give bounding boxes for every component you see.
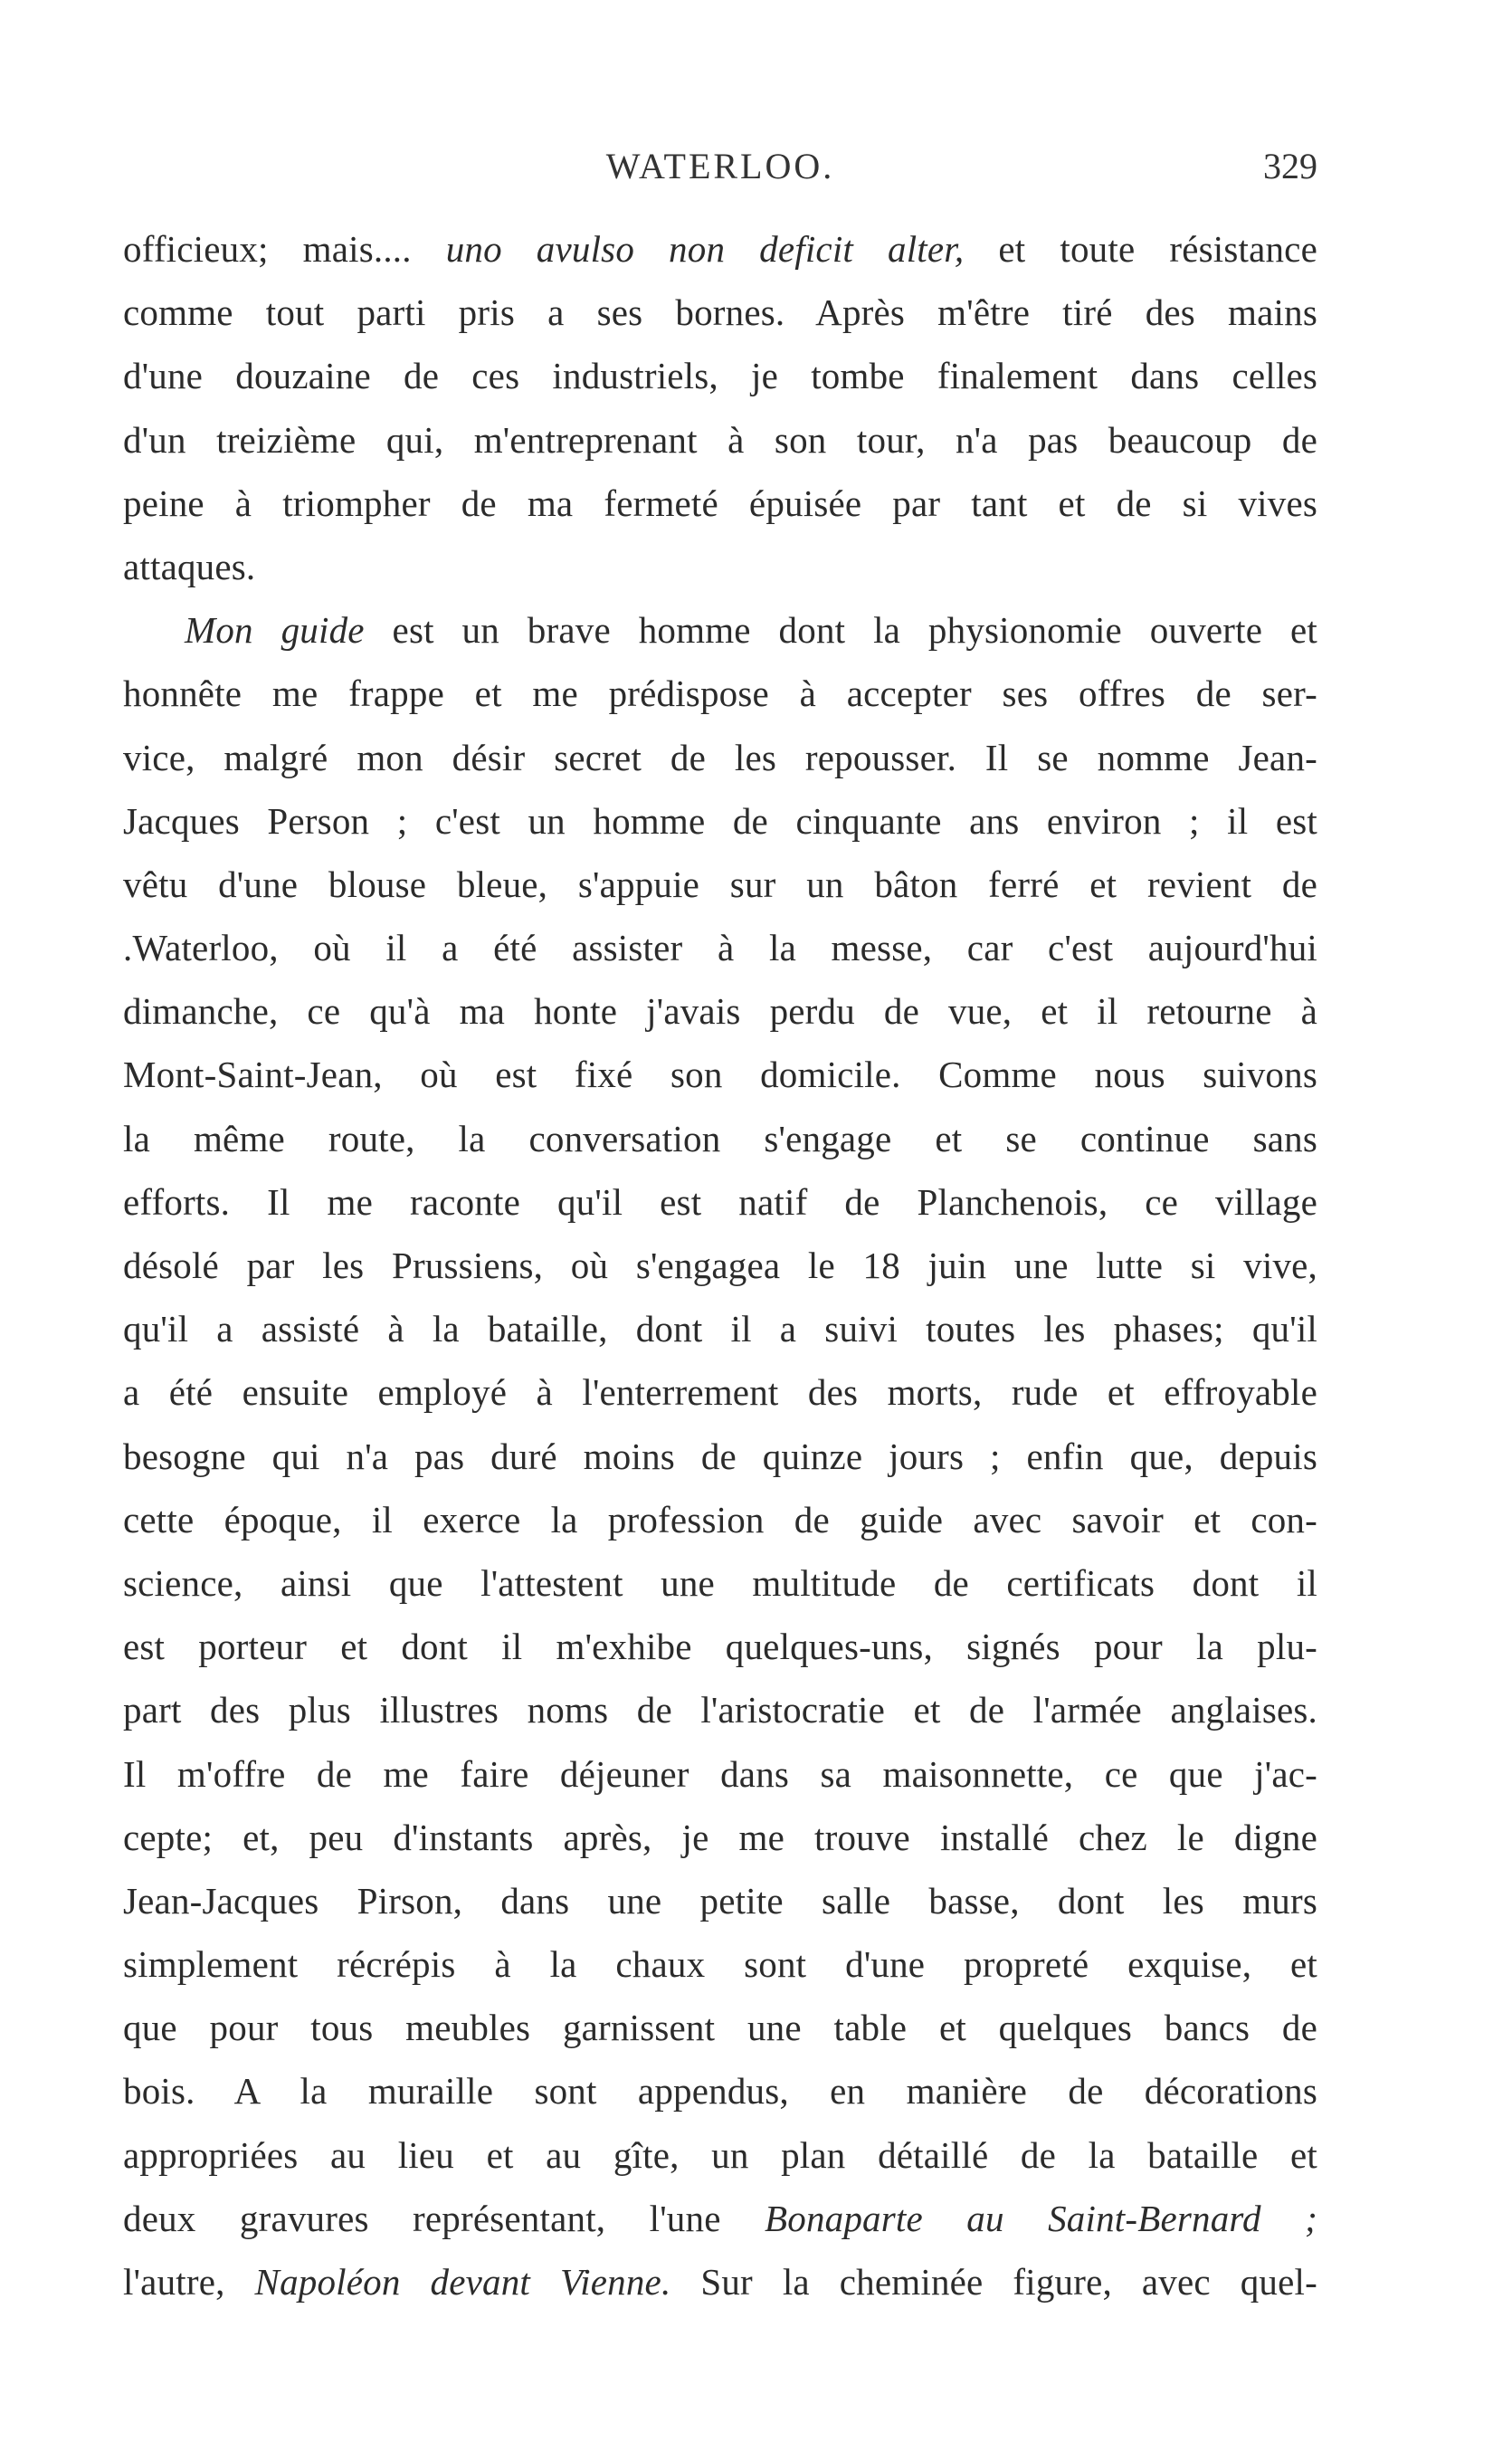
text-line — [123, 2123, 1317, 2187]
text-segment: cepte; et, peu d'instants après, je me trouve installé chez le digne — [123, 1816, 1317, 1858]
text-segment: efforts. Il me raconte qu'il est natif de Planchenois, ce village — [123, 1180, 1317, 1223]
text-segment: cette époque, il exerce la profession de guide avec savoir et con- — [123, 1498, 1317, 1541]
text-segment: Mont-Saint-Jean, où est fixé son domicile. Comme nous suivons — [123, 1054, 1317, 1096]
text-segment: officieux; mais.... — [123, 228, 446, 270]
running-title: WATERLOO. — [605, 146, 835, 186]
text-line — [123, 1551, 1317, 1615]
text-line — [123, 1360, 1317, 1424]
text-line — [123, 1996, 1317, 2059]
text-segment: Jacques Person ; c'est un homme de cinquante ans environ ; il est — [123, 799, 1317, 842]
text-line — [123, 662, 1317, 725]
text-line — [123, 281, 1317, 344]
text-segment: la même route, la conversation s'engage et se continue sans — [123, 1117, 1317, 1159]
text-segment: désolé par les Prussiens, où s'engagea le 18 juin une lutte si vive, — [123, 1245, 1317, 1286]
text-line — [123, 344, 1317, 407]
body-text — [123, 217, 1317, 2313]
text-segment: a été ensuite employé à l'enterrement des morts, rude et effroyable — [123, 1371, 1317, 1414]
text-line — [123, 472, 1317, 535]
text-segment: appropriées au lieu et au gîte, un plan détaillé de la bataille et — [123, 2133, 1317, 2176]
text-line — [123, 408, 1317, 472]
text-segment: et toute résistance — [964, 228, 1317, 270]
italic-phrase: Bonaparte au Saint-Bernard ; — [765, 2197, 1317, 2239]
text-line — [123, 1107, 1317, 1170]
text-segment: simplement récrépis à la chaux sont d'une propreté exquise, et — [123, 1943, 1317, 1986]
page-number: 329 — [1263, 146, 1317, 186]
text-line — [123, 2250, 1317, 2313]
text-segment: dimanche, ce qu'à ma honte j'avais perdu de vue, et il retourne à — [123, 990, 1317, 1033]
text-segment: Sur la cheminée figure, avec quel- — [670, 2261, 1317, 2303]
text-line — [123, 853, 1317, 916]
text-segment: bois. A la muraille sont appendus, en manière de décorations — [123, 2070, 1317, 2113]
text-line — [123, 1932, 1317, 1996]
text-line — [123, 979, 1317, 1043]
text-segment: .Waterloo, où il a été assister à la messe, car c'est aujourd'hui — [123, 927, 1317, 969]
text-segment: deux gravures représentant, l'une — [123, 2197, 765, 2239]
text-line — [123, 1488, 1317, 1551]
italic-phrase: Mon guide — [185, 609, 365, 652]
text-segment: comme tout parti pris a ses bornes. Après m'être tiré des mains — [123, 291, 1317, 334]
text-segment: science, ainsi que l'attestent une multitude de certificats dont il — [123, 1561, 1317, 1604]
text-segment: que pour tous meubles garnissent une table et quelques bancs de — [123, 2007, 1317, 2049]
text-segment: est porteur et dont il m'exhibe quelques-uns, signés pour la plu- — [123, 1626, 1317, 1668]
text-line — [123, 1806, 1317, 1869]
text-line — [123, 1170, 1317, 1234]
text-line — [123, 726, 1317, 789]
text-line — [123, 2187, 1317, 2250]
text-segment: d'une douzaine de ces industriels, je tombe finalement dans celles — [123, 355, 1317, 397]
text-line — [123, 1297, 1317, 1360]
text-segment: est un brave homme dont la physionomie ouverte et — [364, 609, 1317, 652]
text-line — [123, 1234, 1317, 1297]
text-segment: besogne qui n'a pas duré moins de quinze jours ; enfin que, depuis — [123, 1435, 1317, 1477]
text-line — [123, 1869, 1317, 1932]
text-line — [123, 789, 1317, 853]
text-line — [123, 217, 1317, 281]
text-segment: l'autre, — [123, 2261, 255, 2303]
text-line — [123, 1615, 1317, 1678]
text-segment: Il m'offre de me faire déjeuner dans sa maisonnette, ce que j'ac- — [123, 1752, 1317, 1795]
text-segment: d'un treizième qui, m'entreprenant à son tour, n'a pas beaucoup de — [123, 418, 1317, 461]
text-line — [123, 1678, 1317, 1741]
text-segment: honnête me frappe et me prédispose à accepter ses offres de ser- — [123, 672, 1317, 715]
text-segment: qu'il a assisté à la bataille, dont il a suivi toutes les phases; qu'il — [123, 1308, 1317, 1350]
text-segment: vêtu d'une blouse bleue, s'appuie sur un bâton ferré et revient de — [123, 863, 1317, 905]
text-line — [123, 598, 1317, 662]
text-line — [123, 1742, 1317, 1806]
text-segment: Jean-Jacques Pirson, dans une petite salle basse, dont les murs — [123, 1879, 1317, 1922]
italic-phrase: uno avulso non deficit alter, — [445, 228, 965, 270]
text-segment: vice, malgré mon désir secret de les repousser. Il se nomme Jean- — [123, 736, 1317, 778]
text-segment: peine à triompher de ma fermeté épuisée par tant et de si vives — [123, 482, 1317, 524]
text-segment: part des plus illustres noms de l'aristocratie et de l'armée anglaises. — [123, 1689, 1317, 1731]
italic-phrase: Napoléon devant Vienne. — [254, 2261, 671, 2303]
text-line — [123, 916, 1317, 979]
text-line — [123, 1043, 1317, 1106]
running-head — [123, 145, 1317, 199]
text-line — [123, 2059, 1317, 2122]
text-segment: attaques. — [123, 545, 256, 587]
text-line — [123, 535, 1317, 598]
text-line — [123, 1425, 1317, 1488]
